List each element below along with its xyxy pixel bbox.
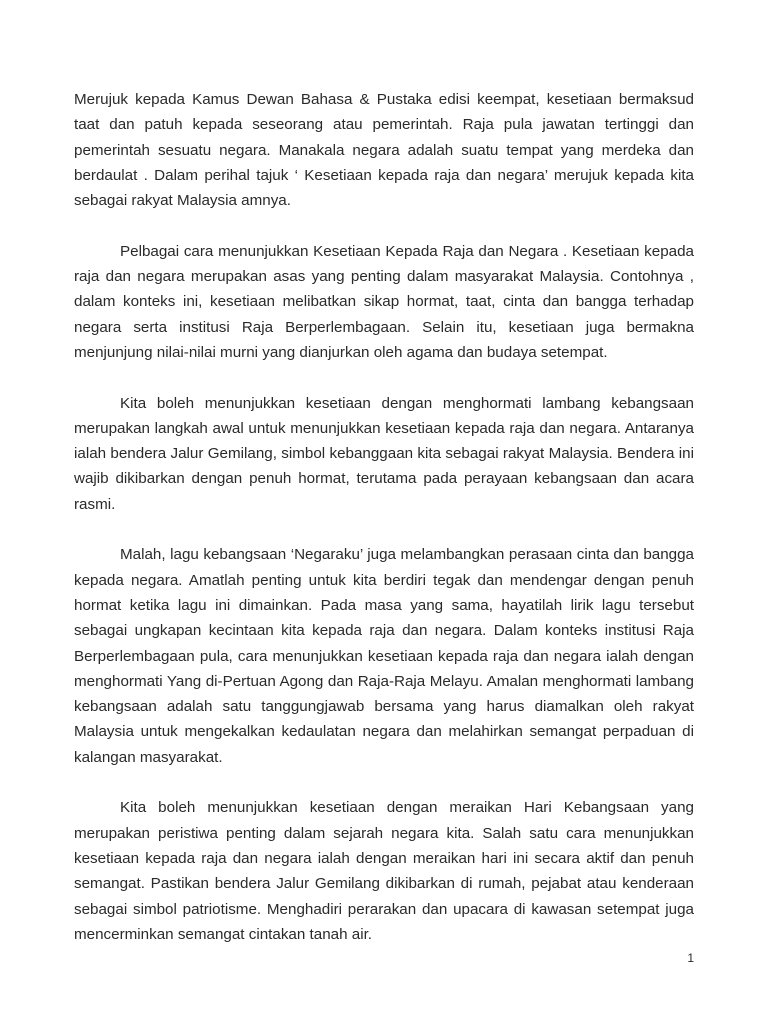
paragraph-ways-of-loyalty: Pelbagai cara menunjukkan Kesetiaan Kepada Raja dan Negara . Kesetiaan kepada raja dan negara merupakan asas yang penting dalam masyarakat Malaysia. Contohnya , dalam konteks ini, kesetiaan melibatkan sikap hormat, taat, cinta dan bangga terhadap negara serta institusi Raja Berperlembagaan. Selain itu, kesetiaan juga bermakna menjunjung nilai-nilai murni yang dianjurkan oleh agama dan budaya setempat. <box>74 242 694 361</box>
paragraph-national-anthem: Malah, lagu kebangsaan ‘Negaraku’ juga melambangkan perasaan cinta dan bangga kepada negara. Amatlah penting untuk kita berdiri tegak dan mendengar dengan penuh hormat ketika lagu ini dimainkan. Pada masa yang sama, hayatilah lirik lagu tersebut sebagai ungkapan kecintaan kita kepada raja dan negara. Dalam konteks institusi Raja Berperlembagaan pula, cara menunjukkan kesetiaan kepada raja dan negara ialah dengan menghormati Yang di-Pertuan Agong dan Raja-Raja Melayu. Amalan menghormati lambang kebangsaan adalah satu tanggungjawab bersama yang harus diamalkan oleh rakyat Malaysia untuk mengekalkan kedaulatan negara dan melahirkan semangat perpaduan di kalangan masyarakat. <box>74 546 694 766</box>
page-number: 1 <box>687 951 694 965</box>
paragraph-national-day: Kita boleh menunjukkan kesetiaan dengan meraikan Hari Kebangsaan yang merupakan peristiwa penting dalam sejarah negara kita. Salah satu cara menunjukkan kesetiaan kepada raja dan negara ialah dengan meraikan hari ini secara aktif dan penuh semangat. Pastikan bendera Jalur Gemilang dikibarkan di rumah, pejabat atau kenderaan sebagai simbol patriotisme. Menghadiri perarakan dan upacara di kawasan setempat juga mencerminkan semangat cintakan tanah air. <box>74 799 694 943</box>
paragraph-intro: Merujuk kepada Kamus Dewan Bahasa & Pustaka edisi keempat, kesetiaan bermaksud taat dan patuh kepada seseorang atau pemerintah. Raja pula jawatan tertinggi dan pemerintah sesuatu negara. Manakala negara adalah suatu tempat yang merdeka dan berdaulat . Dalam perihal tajuk ‘ Kesetiaan kepada raja dan negara’ merujuk kepada kita sebagai rakyat Malaysia amnya. <box>74 91 694 210</box>
paragraph-national-symbols: Kita boleh menunjukkan kesetiaan dengan menghormati lambang kebangsaan merupakan langkah awal untuk menunjukkan kesetiaan kepada raja dan negara. Antaranya ialah bendera Jalur Gemilang, simbol kebanggaan kita sebagai rakyat Malaysia. Bendera ini wajib dikibarkan dengan penuh hormat, terutama pada perayaan kebangsaan dan acara rasmi. <box>74 394 694 513</box>
